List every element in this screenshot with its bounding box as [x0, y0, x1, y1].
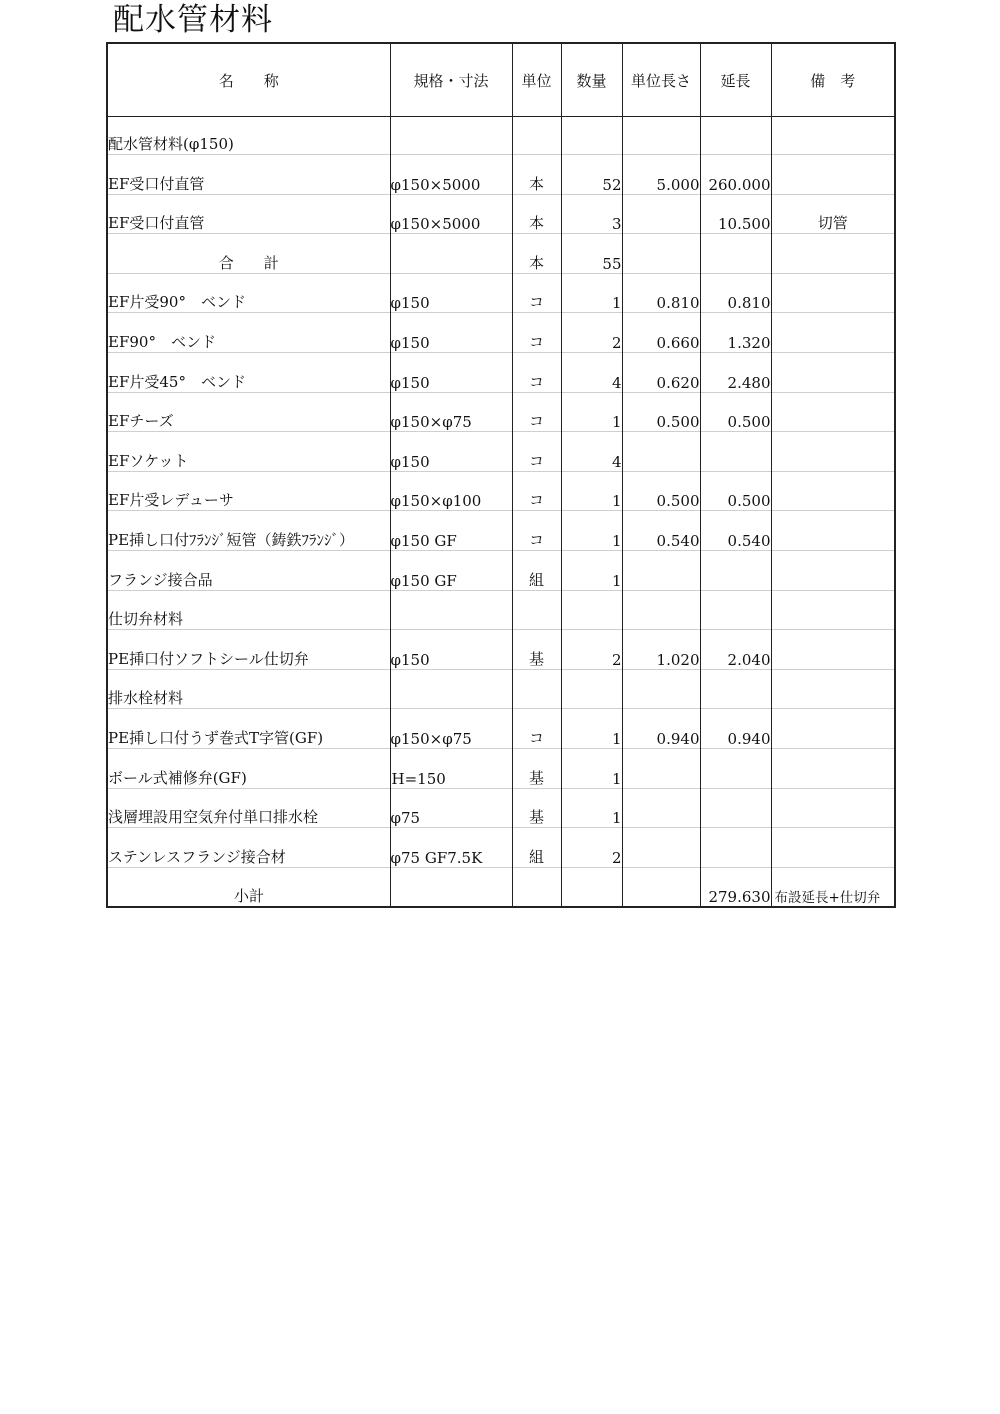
cell-length	[700, 788, 771, 828]
table-row	[107, 828, 895, 868]
header-unit: 単位	[512, 43, 561, 117]
cell-name: PE挿し口付ﾌﾗﾝｼﾞ短管（鋳鉄ﾌﾗﾝｼﾞ）	[107, 511, 390, 551]
cell-name: EFソケット	[107, 432, 390, 472]
cell-unit-length	[622, 590, 700, 630]
cell-qty: 1	[561, 511, 622, 551]
cell-length	[700, 117, 771, 155]
cell-unit: 組	[512, 550, 561, 590]
cell-name: 仕切弁材料	[107, 590, 390, 630]
cell-note	[771, 709, 895, 749]
cell-note	[771, 273, 895, 313]
cell-name: PE挿口付ソフトシール仕切弁	[107, 630, 390, 670]
cell-name: 配水管材料(φ150)	[107, 117, 390, 155]
cell-spec: φ150 GF	[390, 511, 512, 551]
cell-length	[700, 432, 771, 472]
cell-name: 排水栓材料	[107, 669, 390, 709]
cell-unit-length	[622, 117, 700, 155]
table-row	[107, 511, 895, 551]
cell-spec: φ150×5000	[390, 155, 512, 195]
cell-unit-length	[622, 788, 700, 828]
cell-qty: 3	[561, 194, 622, 234]
cell-qty: 1	[561, 273, 622, 313]
cell-spec: φ150×5000	[390, 194, 512, 234]
cell-unit-length: 5.000	[622, 155, 700, 195]
cell-unit: 基	[512, 630, 561, 670]
cell-length: 260.000	[700, 155, 771, 195]
cell-spec: φ75	[390, 788, 512, 828]
cell-length: 0.500	[700, 392, 771, 432]
cell-name: EFチーズ	[107, 392, 390, 432]
cell-name: EF片受45° ベンド	[107, 352, 390, 392]
cell-length	[700, 234, 771, 274]
table-row	[107, 155, 895, 195]
table-row	[107, 313, 895, 353]
cell-length	[700, 828, 771, 868]
cell-qty: 4	[561, 352, 622, 392]
cell-length: 0.940	[700, 709, 771, 749]
cell-unit: 組	[512, 828, 561, 868]
cell-unit-length: 0.540	[622, 511, 700, 551]
cell-unit: 基	[512, 788, 561, 828]
cell-unit: コ	[512, 273, 561, 313]
cell-unit-length	[622, 432, 700, 472]
cell-length	[700, 590, 771, 630]
cell-name: PE挿し口付うず巻式T字管(GF)	[107, 709, 390, 749]
cell-spec: φ150 GF	[390, 550, 512, 590]
cell-spec: φ150×φ75	[390, 392, 512, 432]
cell-qty	[561, 117, 622, 155]
cell-spec: φ150	[390, 630, 512, 670]
materials-table	[106, 42, 896, 908]
cell-unit	[512, 590, 561, 630]
table-row	[107, 117, 895, 155]
cell-unit-length	[622, 194, 700, 234]
cell-spec: φ150×φ100	[390, 471, 512, 511]
cell-length: 279.630	[700, 867, 771, 907]
header-note: 備 考	[771, 43, 895, 117]
cell-spec	[390, 590, 512, 630]
cell-spec: H=150	[390, 748, 512, 788]
cell-qty: 52	[561, 155, 622, 195]
cell-spec: φ150	[390, 352, 512, 392]
cell-note	[771, 313, 895, 353]
cell-note	[771, 590, 895, 630]
table-row	[107, 709, 895, 749]
cell-name: 合 計	[107, 234, 390, 274]
header-qty: 数量	[561, 43, 622, 117]
cell-length: 0.500	[700, 471, 771, 511]
cell-unit: 基	[512, 748, 561, 788]
cell-note	[771, 669, 895, 709]
cell-qty: 1	[561, 471, 622, 511]
cell-qty: 2	[561, 630, 622, 670]
cell-qty: 1	[561, 550, 622, 590]
cell-name: フランジ接合品	[107, 550, 390, 590]
cell-spec	[390, 669, 512, 709]
cell-unit-length	[622, 550, 700, 590]
header-spec: 規格・寸法	[390, 43, 512, 117]
cell-length: 1.320	[700, 313, 771, 353]
cell-note	[771, 550, 895, 590]
cell-unit: 本	[512, 234, 561, 274]
cell-spec: φ150	[390, 273, 512, 313]
cell-note	[771, 471, 895, 511]
cell-name: EF片受90° ベンド	[107, 273, 390, 313]
table-row	[107, 550, 895, 590]
cell-spec	[390, 234, 512, 274]
cell-spec	[390, 867, 512, 907]
cell-qty: 1	[561, 788, 622, 828]
cell-unit-length: 1.020	[622, 630, 700, 670]
table-row	[107, 788, 895, 828]
cell-note: 布設延長+仕切弁	[771, 867, 895, 907]
table-row	[107, 748, 895, 788]
cell-unit-length	[622, 828, 700, 868]
cell-length: 2.480	[700, 352, 771, 392]
cell-unit-length: 0.500	[622, 471, 700, 511]
table-row	[107, 471, 895, 511]
cell-qty: 1	[561, 748, 622, 788]
cell-unit	[512, 669, 561, 709]
cell-unit: 本	[512, 155, 561, 195]
table-row	[107, 630, 895, 670]
cell-unit: コ	[512, 392, 561, 432]
cell-qty	[561, 590, 622, 630]
cell-unit-length	[622, 234, 700, 274]
cell-note	[771, 352, 895, 392]
cell-note	[771, 511, 895, 551]
cell-unit	[512, 117, 561, 155]
cell-qty: 4	[561, 432, 622, 472]
header-name: 名 称	[107, 43, 390, 117]
cell-name: EF片受レデューサ	[107, 471, 390, 511]
cell-unit-length: 0.500	[622, 392, 700, 432]
cell-note	[771, 630, 895, 670]
cell-length	[700, 748, 771, 788]
table-row	[107, 432, 895, 472]
cell-length: 10.500	[700, 194, 771, 234]
cell-qty	[561, 867, 622, 907]
cell-note	[771, 788, 895, 828]
cell-unit: 本	[512, 194, 561, 234]
cell-note	[771, 748, 895, 788]
cell-name: 浅層埋設用空気弁付単口排水栓	[107, 788, 390, 828]
cell-qty: 55	[561, 234, 622, 274]
cell-name: EF受口付直管	[107, 194, 390, 234]
cell-unit-length: 0.620	[622, 352, 700, 392]
cell-name: EF受口付直管	[107, 155, 390, 195]
table-row	[107, 590, 895, 630]
cell-spec: φ75 GF7.5K	[390, 828, 512, 868]
table-row-subtotal	[107, 867, 895, 907]
cell-unit: コ	[512, 432, 561, 472]
cell-spec: φ150	[390, 313, 512, 353]
table-row-total	[107, 234, 895, 274]
cell-qty: 1	[561, 709, 622, 749]
cell-name: ステンレスフランジ接合材	[107, 828, 390, 868]
cell-spec: φ150×φ75	[390, 709, 512, 749]
cell-unit-length: 0.810	[622, 273, 700, 313]
cell-qty: 1	[561, 392, 622, 432]
cell-length	[700, 550, 771, 590]
header-length: 延長	[700, 43, 771, 117]
table-row	[107, 273, 895, 313]
table-row	[107, 669, 895, 709]
page-title: 配水管材料	[113, 2, 273, 38]
cell-length	[700, 669, 771, 709]
cell-unit: コ	[512, 471, 561, 511]
cell-note	[771, 155, 895, 195]
cell-note: 切管	[771, 194, 895, 234]
cell-spec	[390, 117, 512, 155]
cell-note	[771, 234, 895, 274]
cell-note	[771, 828, 895, 868]
cell-qty: 2	[561, 828, 622, 868]
table-row	[107, 352, 895, 392]
cell-name: EF90° ベンド	[107, 313, 390, 353]
cell-unit-length: 0.660	[622, 313, 700, 353]
cell-note	[771, 392, 895, 432]
cell-name: 小計	[107, 867, 390, 907]
cell-unit: コ	[512, 709, 561, 749]
cell-length: 0.810	[700, 273, 771, 313]
cell-unit: コ	[512, 352, 561, 392]
cell-unit: コ	[512, 313, 561, 353]
cell-length: 2.040	[700, 630, 771, 670]
cell-qty	[561, 669, 622, 709]
cell-unit-length	[622, 669, 700, 709]
cell-unit-length	[622, 748, 700, 788]
cell-spec: φ150	[390, 432, 512, 472]
cell-unit-length	[622, 867, 700, 907]
cell-note	[771, 432, 895, 472]
cell-unit	[512, 867, 561, 907]
cell-note	[771, 117, 895, 155]
cell-unit: コ	[512, 511, 561, 551]
cell-length: 0.540	[700, 511, 771, 551]
table-row	[107, 392, 895, 432]
header-unit-length: 単位長さ	[622, 43, 700, 117]
header-row	[107, 43, 895, 117]
cell-name: ボール式補修弁(GF)	[107, 748, 390, 788]
cell-unit-length: 0.940	[622, 709, 700, 749]
table-row	[107, 194, 895, 234]
cell-qty: 2	[561, 313, 622, 353]
